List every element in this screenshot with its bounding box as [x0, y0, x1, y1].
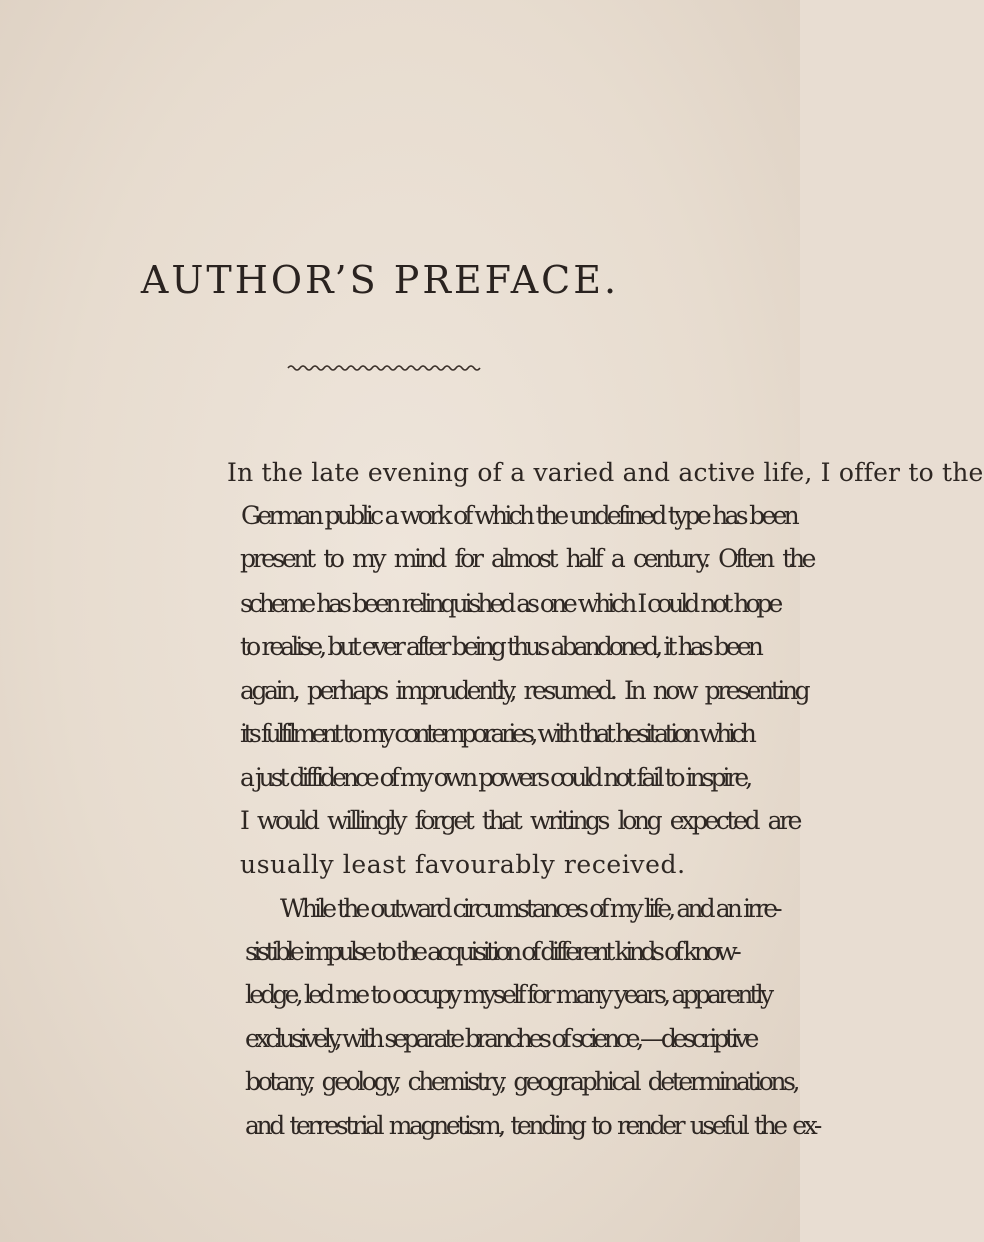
- text-line: to realise, but ever after being thus abandoned, it has been: [240, 632, 760, 661]
- text-line: ledge, led me to occupy myself for many years, apparently: [245, 980, 771, 1009]
- text-line: usually least favourably received.: [240, 850, 686, 879]
- text-line: exclusively, with separate branches of science,—descriptive: [245, 1024, 756, 1053]
- text-line: again, perhaps imprudently, resumed. In now presenting: [240, 676, 808, 705]
- text-line: While the outward circumstances of my life, and an irre-: [280, 894, 779, 923]
- text-line: and terrestrial magnetism, tending to render useful the ex-: [245, 1111, 819, 1140]
- decorative-wavy-rule: [288, 364, 484, 372]
- page-title: AUTHOR’S PREFACE.: [140, 258, 620, 302]
- text-line: its fulfilment to my contemporaries, with that hesitation which: [240, 719, 753, 748]
- text-line: In the late evening of a varied and active life, I offer to the: [227, 458, 984, 487]
- text-line: I would willingly forget that writings long expected are: [240, 806, 800, 835]
- text-line: a just diffidence of my own powers could not fail to inspire,: [240, 763, 750, 792]
- text-line: German public a work of which the undefined type has been: [241, 501, 797, 530]
- text-line: present to my mind for almost half a century. Often the: [240, 544, 814, 573]
- text-line: scheme has been relinquished as one which I could not hope: [240, 589, 780, 618]
- text-line: sistible impulse to the acquisition of different kinds of know-: [245, 937, 738, 966]
- text-line: botany, geology, chemistry, geographical determinations,: [245, 1067, 798, 1096]
